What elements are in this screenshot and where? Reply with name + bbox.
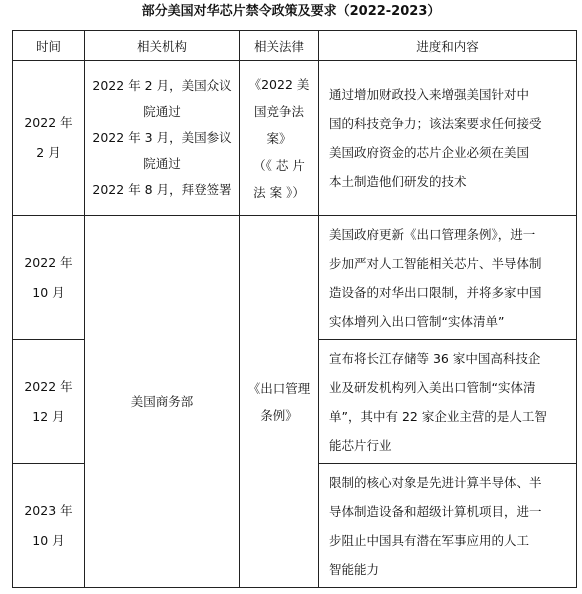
progress-line: 本土制造他们研发的技术 [329, 174, 467, 189]
table-title: 部分美国对华芯片禁令政策及要求（2022-2023） [141, 4, 441, 19]
progress-line: 国的科技竞争力；该法案要求任何接受 [329, 116, 542, 131]
time-line: 2023 年 [24, 502, 73, 518]
law-line: 案》 [266, 130, 292, 146]
time-line: 2022 年 [24, 254, 73, 270]
time-cell [13, 216, 85, 340]
time-cell [13, 61, 85, 216]
institution-line: 2022 年 3 月，美国参议 [92, 130, 232, 145]
time-cell [13, 340, 85, 464]
time-line: 12 月 [32, 408, 65, 424]
law-line: 条例》 [260, 407, 298, 423]
law-line: 《出口管理 [247, 380, 311, 396]
progress-line: 限制的核心对象是先进计算半导体、半 [329, 474, 542, 490]
progress-line: 造设备的对华出口限制，并将多家中国 [329, 284, 542, 300]
progress-line: 美国政府更新《出口管理条例》，进一 [329, 226, 536, 242]
header-time: 时间 [13, 31, 85, 61]
progress-line: 步加严对人工智能相关芯片、半导体制 [329, 255, 542, 271]
law-line: 《2022 美 [248, 76, 310, 92]
time-line: 2022 年 [24, 378, 73, 394]
progress-line: 美国政府资金的芯片企业必须在美国 [329, 145, 530, 160]
progress-line: 智能能力 [329, 561, 380, 577]
time-line: 10 月 [32, 532, 65, 548]
institution-line: 院通过 [143, 156, 181, 171]
law-line: 国竞争法 [253, 103, 304, 119]
law-merged-cell [240, 216, 319, 588]
progress-line: 业及研发机构列入美出口管制“实体清 [329, 379, 536, 395]
progress-cell [319, 61, 577, 216]
institution-line: 2022 年 2 月，美国众议 [92, 78, 232, 93]
progress-line: 宣布将长江存储等 36 家中国高科技企 [329, 350, 541, 366]
time-cell [13, 464, 85, 588]
progress-cell [319, 340, 577, 464]
time-line: 2 月 [36, 145, 61, 160]
progress-cell [319, 464, 577, 588]
header-row [13, 31, 577, 61]
progress-line: 能芯片行业 [329, 437, 392, 453]
progress-line: 单”，其中有 22 家企业主营的是人工智 [329, 408, 547, 424]
law-line: 法 案 》） [253, 184, 305, 200]
table-row [13, 216, 577, 340]
institution-line: 2022 年 8 月，拜登签署 [92, 182, 232, 197]
progress-line: 步阻止中国具有潜在军事应用的人工 [329, 532, 530, 548]
time-line: 10 月 [32, 284, 65, 300]
institution-cell [85, 61, 240, 216]
header-law: 相关法律 [240, 31, 319, 61]
progress-line: 导体制造设备和超级计算机项目，进一 [329, 503, 542, 519]
progress-line: 通过增加财政投入来增强美国针对中 [329, 87, 530, 102]
institution-line: 院通过 [143, 104, 181, 119]
institution-merged-cell: 美国商务部 [85, 216, 240, 588]
table-row [13, 61, 577, 216]
progress-line: 实体增列入出口管制“实体清单” [329, 313, 505, 329]
policy-table [12, 30, 577, 588]
law-cell [240, 61, 319, 216]
time-line: 2022 年 [24, 115, 73, 130]
progress-cell [319, 216, 577, 340]
law-line: （《 芯 片 [253, 157, 305, 173]
header-institution: 相关机构 [85, 31, 240, 61]
header-progress: 进度和内容 [319, 31, 577, 61]
